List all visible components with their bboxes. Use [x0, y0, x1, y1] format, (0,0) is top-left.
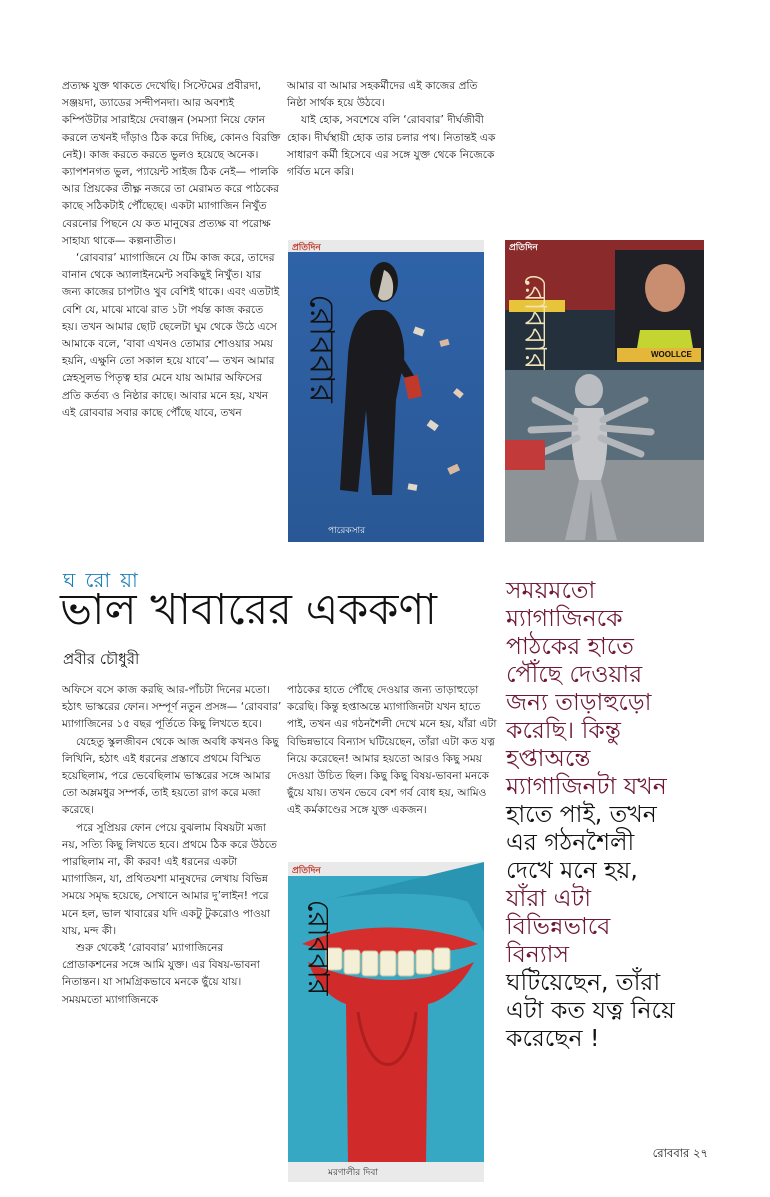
cover-brand: প্রতিদিন [509, 243, 538, 253]
pull-quote-line: যাঁরা এটা [506, 884, 592, 912]
pull-quote [506, 576, 754, 1052]
pull-quote-line: ম্যাগাজিনটা যখন [506, 772, 667, 800]
pull-quote-line: পাঠকের হাতে [506, 632, 634, 660]
magazine-cover-2 [505, 240, 704, 542]
pull-quote-line: এটা কত যত্ন নিয়ে [506, 996, 675, 1024]
paragraph: পরে সুপ্রিয়র ফোন পেয়ে বুঝলাম বিষয়টা মজা নয়, সত্যি কিছু লিখতে হবে। প্রথমে ঠিক করে উঠতে পারছিলাম না, কী করব! এই ধরনের একটা ম্যাগাজিন, যা, প্রথিতযশা মানুষদের লেখায় বিভিন্ন সময়ে সমৃদ্ধ হয়েছে, সেখানে আমার দু’লাইন! পরে মনে হল, ভাল খাবারের যদি একটু টুকরোও পাওয়া যায়, মন্দ কী। [62, 821, 278, 937]
top-middle-column [287, 78, 497, 181]
cover-credit: পারেকসার [328, 526, 366, 536]
paragraph: পাঠকের হাতে পৌঁছে দেওয়ার জন্য তাড়াহুড়ো করেছি। কিন্তু হপ্তাঅন্তে ম্যাগাজিনটা যখন হাতে পাই, তখন এর গঠনশৈলী দেখে মনে হয়, যাঁরা এটা বিভিন্নভাবে বিন্যাস ঘটিয়েছেন, তাঁরা এটা কত যত্ন নিয়ে করেছেন! আমার হয়তো আরও কিছু সময় দেওয়া উচিত ছিল। কিছু কিছু বিষয়-ভাবনা মনকে ছুঁয়ে যায়। তখন ভেবে বেশ গর্ব বোধ হয়, আমিও এই কর্মকাণ্ডের সঙ্গে যুক্ত একজন। [287, 684, 497, 817]
pull-quote-line: বিন্যাস [506, 940, 569, 968]
top-left-column [62, 78, 282, 422]
magazine-cover-1 [288, 240, 484, 542]
cover-credit: মরণালীর দিবা [328, 1168, 379, 1178]
byline: প্রবীর চৌধুরী [63, 650, 140, 668]
pull-quote-line: পৌঁছে দেওয়ার [506, 660, 643, 688]
cover-masthead: রোববার [517, 273, 553, 370]
paragraph: অফিসে বসে কাজ করছি আর-পাঁচটা দিনের মতো। হঠাৎ ভাস্করের ফোন। সম্পূর্ণ নতুন প্রসঙ্গ— ‘রোববার’ ম্যাগাজিনের ১৫ বছর পূর্তিতে কিছু লিখতে হবে। [62, 684, 282, 731]
pull-quote-line: ম্যাগাজিনকে [506, 604, 623, 632]
pull-quote-line: সময়মতো [506, 576, 596, 604]
cover-brand: প্রতিদিন [292, 866, 321, 876]
pull-quote-line: জন্য তাড়াহুড়ো [506, 688, 652, 716]
paragraph: যেহেতু স্কুলজীবন থেকে আজ অবধি কখনও কিছু লিখিনি, হঠাৎ এই ধরনের প্রস্তাবে প্রথমে বিস্মিত হয়েছিলাম, পরে ভেবেছিলাম ভাস্করের সঙ্গে আমার তো অম্লমধুর সম্পর্ক, তাই হয়তো রাগ করে মজা করেছে। [62, 735, 279, 817]
pull-quote-line: করেছেন ! [506, 1024, 600, 1052]
pull-quote-line: করেছি। কিন্তু [506, 716, 622, 744]
paragraph: ‘রোববার’ ম্যাগাজিনে যে টিম কাজ করে, তাদের বানান থেকে অ্যালাইনমেন্ট সবকিছুই নিখুঁত। যার জন্য কাজের চাপটাও খুব বেশিই থাকে। এবং এতটাই বেশি যে, মাঝে মাঝে রাত ১টা পর্যন্ত কাজ করতে হয়। তখন আমার ছোট ছেলেটা ঘুম থেকে উঠে এসে আমাকে বলে, ‘বাবা এখনও তোমার শোওয়ার সময় হয়নি, এক্ষুনি তো সকাল হয়ে যাবে’— তখন আমার স্নেহসুলভ পিতৃত্ব হার মেনে যায় আমার অফিসের প্রতি কর্তব্য ও নিষ্ঠার কাছে। আবার মনে হয়, যখন এই রোববার সবার কাছে পৌঁছে যাবে, তখন [62, 252, 280, 419]
pull-quote-line: বিভিন্নভাবে [506, 912, 611, 940]
pull-quote-line: ঘটিয়েছেন, তাঁরা [506, 968, 661, 996]
pull-quote-line: হপ্তাঅন্তে [506, 744, 591, 772]
paragraph: যাই হোক, সবশেষে বলি ‘রোববার’ দীর্ঘজীবী হোক। দীর্ঘস্থায়ী হোক তার চলার পথ। নিতান্তই এক সাধারণ কর্মী হিসেবে এর সঙ্গে যুক্ত থেকে নিজেকে গর্বিত মনে করি। [287, 114, 496, 179]
cover-brand: প্রতিদিন [292, 243, 321, 253]
pull-quote-line: এর গঠনশৈলী [506, 828, 635, 856]
cover-masthead: রোববার [300, 899, 336, 996]
article-title: ভাল খাবারের এককণা [60, 585, 437, 635]
cover-masthead: রোববার [301, 294, 342, 403]
article-left-column [62, 682, 282, 1009]
magazine-cover-3 [288, 862, 484, 1182]
page-footer: রোববার ২৭ [652, 1146, 708, 1160]
section-tag: ঘরোয়া [63, 568, 148, 592]
paragraph: প্রত্যক্ষ যুক্ত থাকতে দেখেছি। সিস্টেমের প্রবীরদা, সঞ্জয়দা, ড্যাডের সন্দীপনদা। আর অবশ্যই কম্পিউটার সারাইয়ে দেবাঞ্জন (সমস্যা নিয়ে ফোন করলে তখনই দাঁড়াও ঠিক করে দিচ্ছি, কোনও বিরক্তি নেই)। কাজ করতে করতে ভুলও হয়েছে অনেক। ক্যাপশনগত ভুল, প্যায়েন্ট সাইজ ঠিক নেই— পালকি আর প্রিয়কের তীক্ষ্ণ নজরে তা মেরামত করে পাঠকের কাছে সঠিকটাই পৌঁছেছে। একটা ম্যাগাজিন নিখুঁত বেরনোর পিছনে যে কত মানুষের প্রত্যক্ষ বা পরোক্ষ সাহায্য থাকে— কল্পনাতীত। [62, 80, 281, 247]
paragraph: আমার বা আমার সহকর্মীদের এই কাজের প্রতি নিষ্ঠা সার্থক হয়ে উঠবে। [287, 80, 478, 110]
pull-quote-line: হাতে পাই, তখন [506, 800, 657, 828]
paragraph: শুরু থেকেই ‘রোববার’ ম্যাগাজিনের প্রোডাকশনের সঙ্গে আমি যুক্ত। এর বিষয়-ভাবনা নিতান্তন। যা সামগ্রিকভাবে মনকে ছুঁয়ে যায়। সময়মতো ম্যাগাজিনকে [62, 942, 260, 1006]
pull-quote-line: দেখে মনে হয়, [506, 856, 638, 884]
poster-sign: WOOLLCE [651, 350, 692, 359]
article-middle-column [287, 682, 497, 820]
